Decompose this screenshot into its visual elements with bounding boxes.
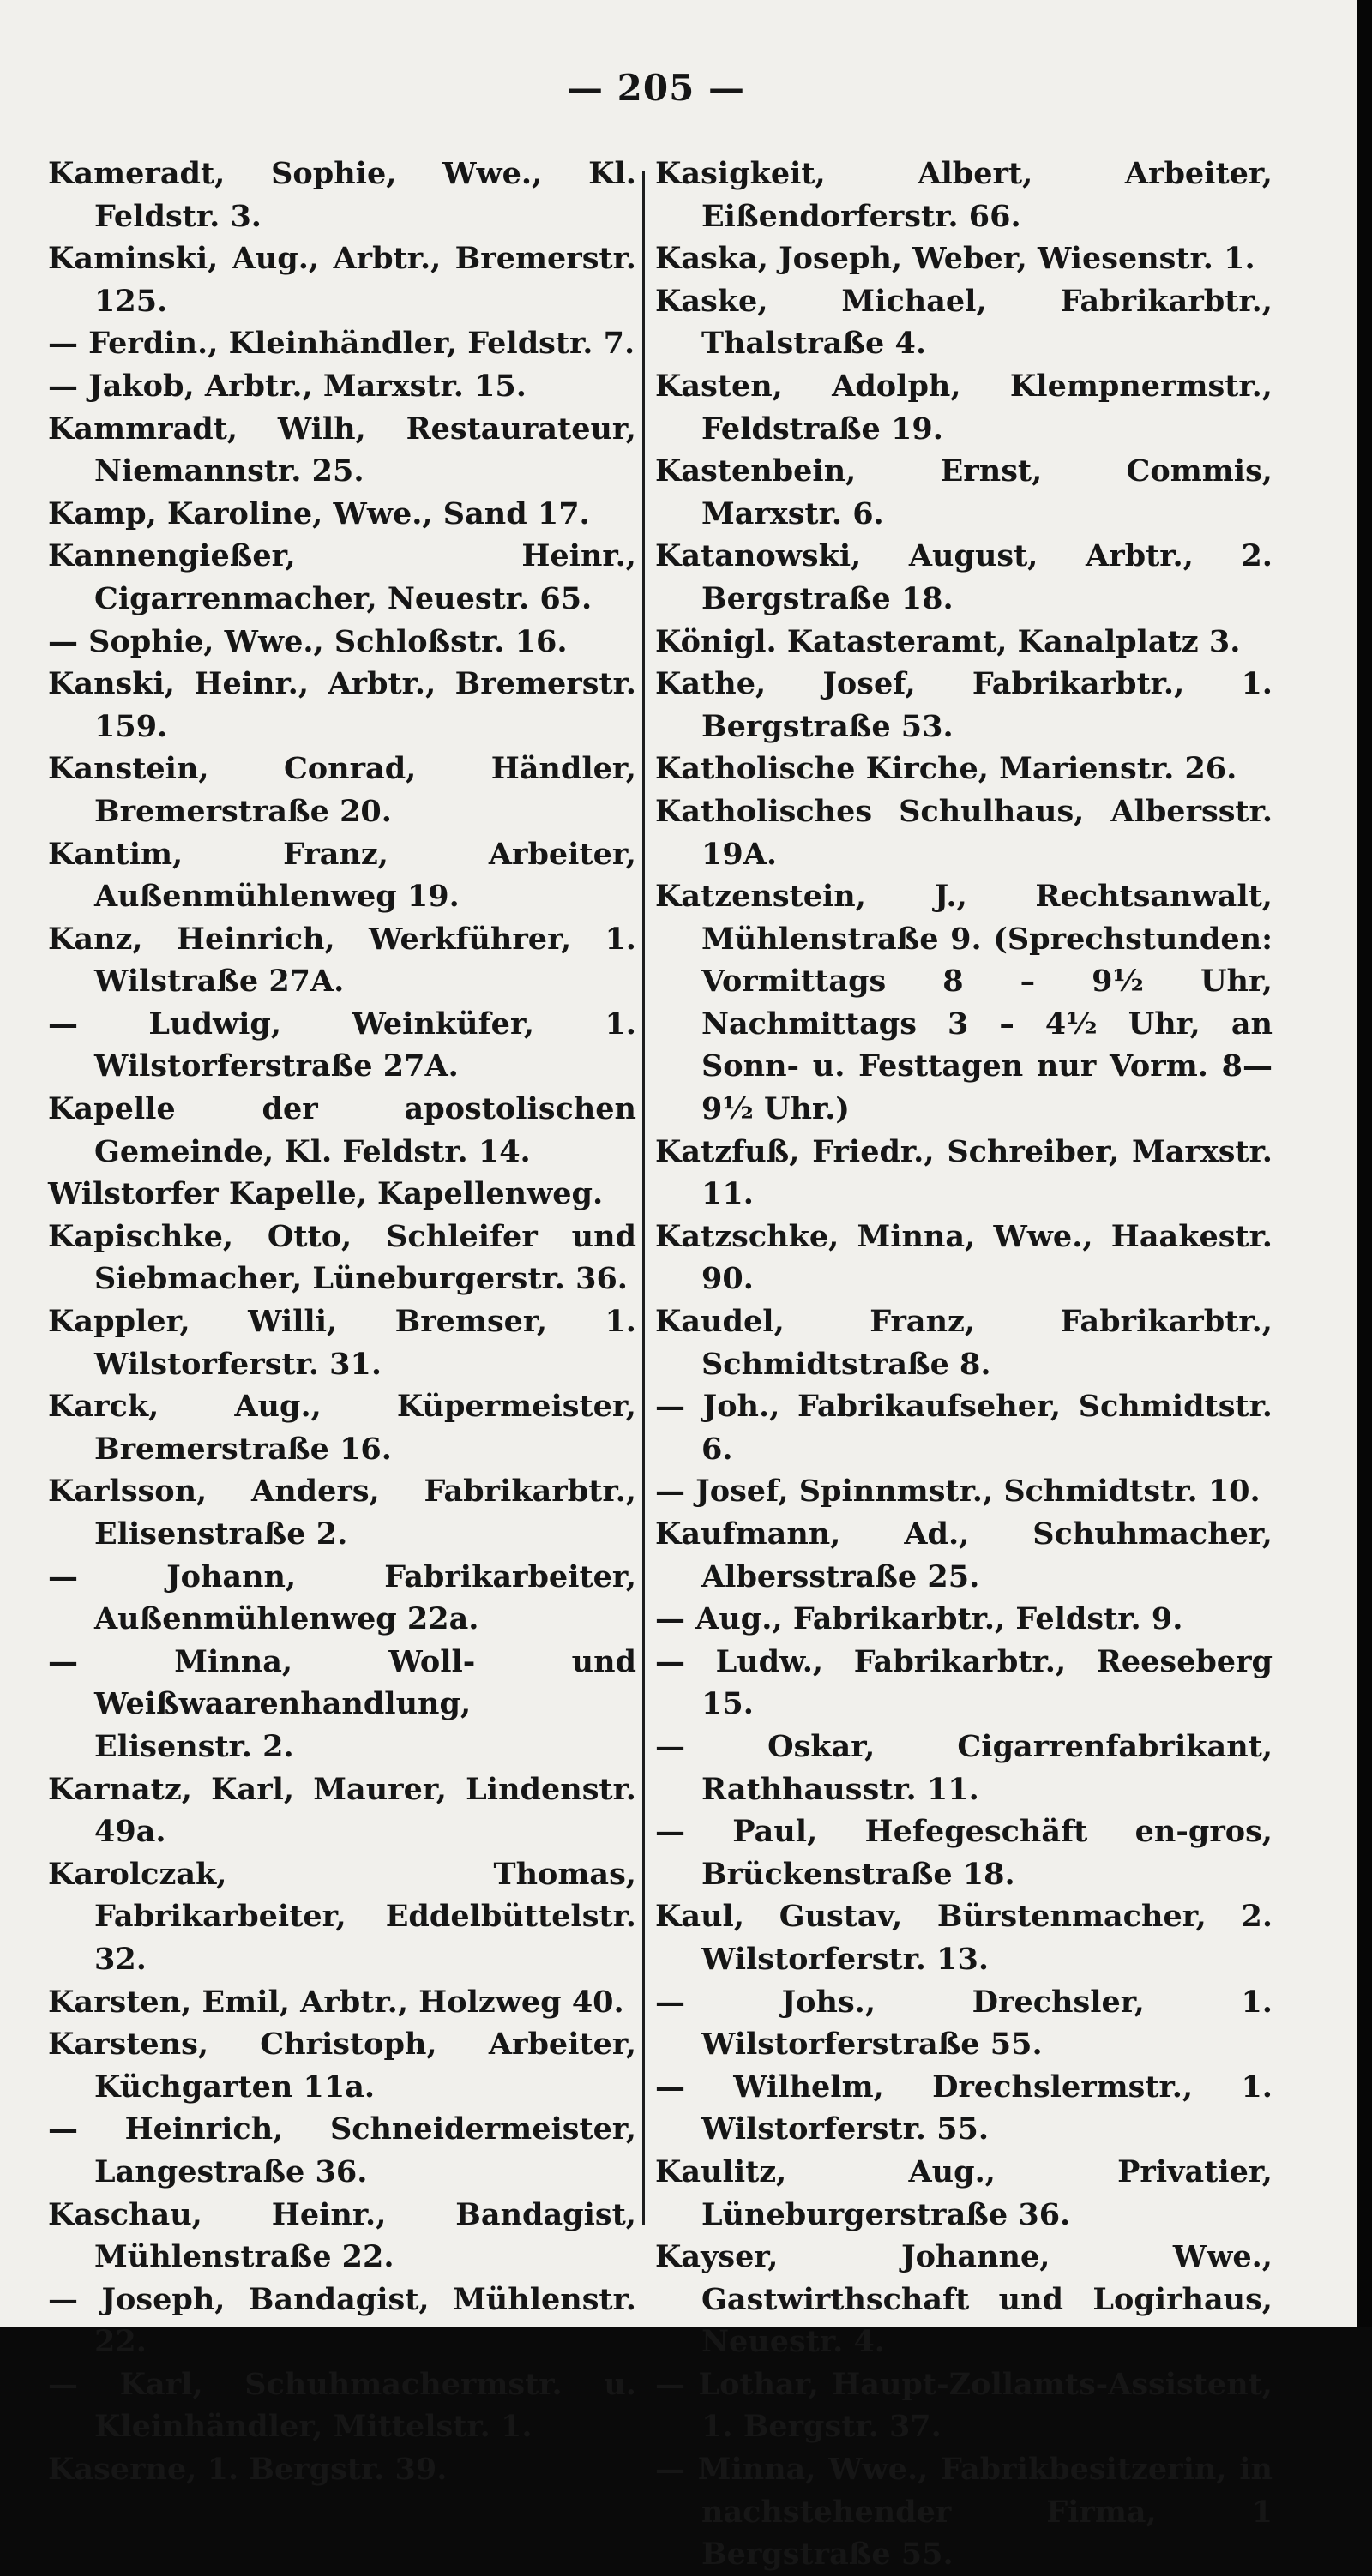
directory-entry: Katholische Kirche, Marienstr. 26. — [655, 751, 1237, 787]
directory-entry: Karnatz, Karl, Maurer, Lindenstr. 49a. — [48, 1771, 636, 1850]
directory-entry: Karolczak, Thomas, Fabrikarbeiter, Eddelbüttelstr. 32. — [48, 1856, 636, 1977]
directory-entry: Katholisches Schulhaus, Albersstr. 19A. — [655, 793, 1273, 872]
directory-entry: Kasten, Adolph, Klempnermstr., Feldstraße 19. — [655, 368, 1273, 447]
directory-entry: — Paul, Hefegeschäft en-gros, Brückenstraße 18. — [655, 1814, 1273, 1892]
directory-entry: — Joh., Fabrikaufseher, Schmidtstr. 6. — [655, 1389, 1273, 1467]
directory-entry: Karlsson, Anders, Fabrikarbtr., Elisenstraße 2. — [48, 1474, 636, 1552]
directory-entry: Kapischke, Otto, Schleifer und Siebmacher, Lüneburgerstr. 36. — [48, 1218, 636, 1297]
directory-entry: — Joseph, Bandagist, Mühlenstr. 22. — [48, 2281, 636, 2360]
right-column — [655, 153, 1273, 2576]
directory-entry: Kanstein, Conrad, Händler, Bremerstraße 20. — [48, 751, 636, 829]
directory-entry: — Ferdin., Kleinhändler, Feldstr. 7. — [48, 326, 635, 362]
directory-entry: Kastenbein, Ernst, Commis, Marxstr. 6. — [655, 453, 1273, 531]
directory-entry: — Aug., Fabrikarbtr., Feldstr. 9. — [655, 1601, 1183, 1637]
directory-entry: Kathe, Josef, Fabrikarbtr., 1. Bergstraße 53. — [655, 666, 1273, 744]
directory-entry: — Jakob, Arbtr., Marxstr. 15. — [48, 368, 527, 404]
directory-entry: Kaudel, Franz, Fabrikarbtr., Schmidtstraße 8. — [655, 1304, 1273, 1382]
directory-entry: Kaufmann, Ad., Schuhmacher, Albersstraße 25. — [655, 1516, 1273, 1594]
directory-entry: Kaul, Gustav, Bürstenmacher, 2. Wilstorferstr. 13. — [655, 1899, 1273, 1977]
directory-entry: Wilstorfer Kapelle, Kapellenweg. — [48, 1176, 604, 1212]
directory-entry: Katzschke, Minna, Wwe., Haakestr. 90. — [655, 1218, 1273, 1297]
directory-entry: — Heinrich, Schneidermeister, Langestraße 36. — [48, 2111, 636, 2189]
directory-entry: — Josef, Spinnmstr., Schmidtstr. 10. — [655, 1474, 1261, 1510]
directory-entry: Kamp, Karoline, Wwe., Sand 17. — [48, 495, 590, 531]
directory-entry: Kapelle der apostolischen Gemeinde, Kl. Feldstr. 14. — [48, 1091, 636, 1169]
directory-entry: Königl. Katasteramt, Kanalplatz 3. — [655, 623, 1241, 659]
directory-entry: Kaminski, Aug., Arbtr., Bremerstr. 125. — [48, 241, 636, 319]
directory-entry: Kappler, Willi, Bremser, 1. Wilstorferstr. 31. — [48, 1304, 636, 1382]
directory-entry: Kantim, Franz, Arbeiter, Außenmühlenweg 19. — [48, 836, 636, 915]
directory-entry: — Karl, Schuhmachermstr. u. Kleinhändler, Mittelstr. 1. — [48, 2366, 636, 2445]
directory-entry: — Wilhelm, Drechslermstr., 1. Wilstorferstr. 55. — [655, 2069, 1273, 2147]
directory-entry: — Ludwig, Weinküfer, 1. Wilstorferstraße 27A. — [48, 1006, 636, 1084]
directory-entry: — Johs., Drechsler, 1. Wilstorferstraße 55. — [655, 1984, 1273, 2063]
directory-entry: Kammradt, Wilh, Restaurateur, Niemannstr. 25. — [48, 411, 636, 489]
page-number: — 205 — — [567, 67, 745, 109]
scan-edge-shadow — [1357, 0, 1372, 2327]
directory-entry: Kanz, Heinrich, Werkführer, 1. Wilstraße 27A. — [48, 921, 636, 1000]
directory-entry: — Oskar, Cigarrenfabrikant, Rathhausstr. 11. — [655, 1728, 1273, 1807]
directory-entry: — Sophie, Wwe., Schloßstr. 16. — [48, 623, 568, 659]
directory-entry: Karstens, Christoph, Arbeiter, Küchgarten 11a. — [48, 2027, 636, 2105]
directory-entry: Kaschau, Heinr., Bandagist, Mühlenstraße 22. — [48, 2196, 636, 2275]
directory-entry: Karck, Aug., Küpermeister, Bremerstraße 16. — [48, 1389, 636, 1467]
directory-entry: Katzfuß, Friedr., Schreiber, Marxstr. 11. — [655, 1133, 1273, 1212]
directory-entry: — Lothar, Haupt-Zollamts-Assistent, 1. Bergstr. 37. — [655, 2366, 1273, 2445]
directory-entry: Kaska, Joseph, Weber, Wiesenstr. 1. — [655, 241, 1255, 277]
directory-entry: Kannengießer, Heinr., Cigarrenmacher, Neuestr. 65. — [48, 538, 636, 616]
directory-entry: Kanski, Heinr., Arbtr., Bremerstr. 159. — [48, 666, 636, 744]
directory-entry: Kaulitz, Aug., Privatier, Lüneburgerstraße 36. — [655, 2153, 1273, 2232]
directory-entry: Kameradt, Sophie, Wwe., Kl. Feldstr. 3. — [48, 156, 636, 234]
directory-entry: — Ludw., Fabrikarbtr., Reeseberg 15. — [655, 1643, 1273, 1722]
directory-entry: Katzenstein, J., Rechtsanwalt, Mühlenstraße 9. (Sprechstunden: Vormittags 8 – 9½ Uhr, Nachmittags 3 – 4½ Uhr, an Sonn- u. Festtagen nur Vorm. 8—9½ Uhr.) — [655, 879, 1273, 1127]
directory-entry: Kayser, Johanne, Wwe., Gastwirthschaft und Logirhaus, Neuestr. 4. — [655, 2239, 1273, 2360]
directory-entry: — Minna, Woll- und Weißwaarenhandlung, Elisenstr. 2. — [48, 1643, 636, 1764]
column-divider — [642, 171, 645, 2225]
directory-entry: — Minna, Wwe., Fabrikbesitzerin, in nachstehender Firma, 1 Bergstraße 55. — [655, 2452, 1273, 2573]
directory-entry: Kasigkeit, Albert, Arbeiter, Eißendorferstr. 66. — [655, 156, 1273, 234]
directory-entry: Katanowski, August, Arbtr., 2. Bergstraße 18. — [655, 538, 1273, 616]
directory-entry: — Johann, Fabrikarbeiter, Außenmühlenweg 22a. — [48, 1558, 636, 1637]
directory-entry: Karsten, Emil, Arbtr., Holzweg 40. — [48, 1984, 624, 2020]
directory-entry: Kaske, Michael, Fabrikarbtr., Thalstraße 4. — [655, 283, 1273, 362]
directory-entry: Kaserne, 1. Bergstr. 39. — [48, 2452, 448, 2488]
left-column — [48, 153, 636, 2491]
